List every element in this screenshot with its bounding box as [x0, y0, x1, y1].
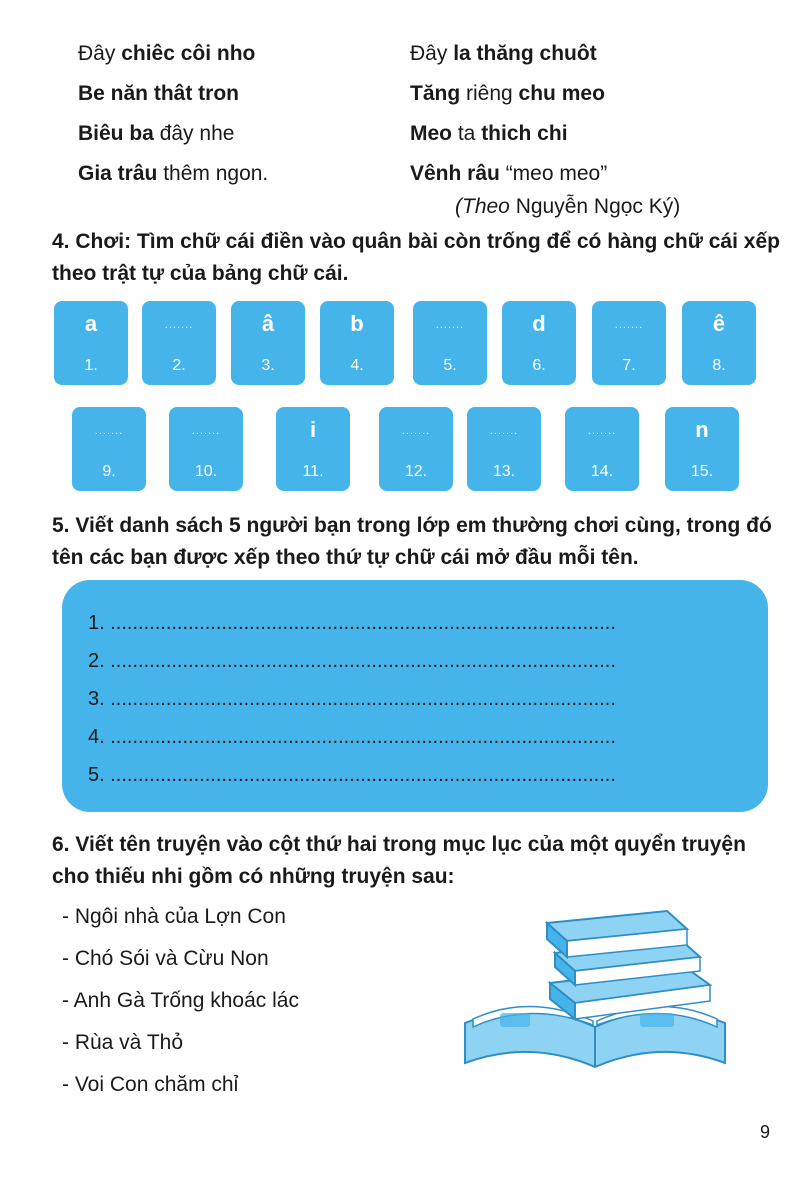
card-blank: .......: [587, 425, 617, 437]
card-number: 14.: [590, 463, 614, 480]
story-item: - Rùa và Thỏ: [62, 1031, 184, 1054]
poem-segment: Meo: [410, 122, 452, 145]
poem-segment: ta: [452, 122, 482, 145]
card-number: 6.: [532, 357, 546, 374]
poem-segment: riêng: [460, 82, 519, 105]
poem-segment: Đây: [78, 42, 122, 65]
friend-list-line: [88, 650, 722, 673]
poem-segment: la thăng chuôt: [453, 42, 597, 65]
alphabet-card: [54, 301, 128, 385]
attribution-source-label: (Theo: [455, 195, 510, 218]
card-number: 13.: [492, 463, 516, 480]
card-blank: .......: [489, 425, 519, 437]
poem-segment: đây nhe: [153, 122, 235, 145]
card-blank: .......: [401, 425, 431, 437]
alphabet-card: [682, 301, 756, 385]
list-line-number: 5.: [88, 764, 105, 786]
list-line-number: 2.: [88, 650, 105, 672]
card-number: 1.: [84, 357, 98, 374]
story-item: - Chó Sói và Cừu Non: [62, 947, 269, 970]
card-blank: .......: [94, 425, 124, 437]
alphabet-card: [665, 407, 739, 491]
alphabet-card: [565, 407, 639, 491]
list-line-number: 1.: [88, 612, 105, 634]
poem-attribution: [455, 195, 680, 219]
poem-line: [78, 114, 268, 154]
friends-list-box: [62, 580, 768, 812]
alphabet-card: [72, 407, 146, 491]
card-blank: .......: [191, 425, 221, 437]
poem-line: [410, 154, 607, 194]
poem-line: [78, 154, 268, 194]
card-letter: a: [84, 311, 98, 336]
poem-segment: chu meo: [518, 82, 605, 105]
poem-segment: “meo meo”: [499, 162, 608, 185]
alphabet-card: [276, 407, 350, 491]
list-line-dots: ...........................................................................................: [110, 764, 616, 786]
card-blank: .......: [614, 319, 644, 331]
list-line-dots: ...........................................................................................: [110, 688, 616, 710]
page-number: 9: [760, 1122, 771, 1142]
card-number: 8.: [712, 357, 726, 374]
alphabet-card: [320, 301, 394, 385]
card-number: 15.: [690, 463, 714, 480]
card-number: 4.: [350, 357, 364, 374]
friend-list-line: [88, 688, 722, 711]
books-icon: [455, 905, 735, 1080]
story-item: - Ngôi nhà của Lợn Con: [62, 905, 286, 928]
card-number: 7.: [622, 357, 636, 374]
poem-left-column: [78, 34, 268, 194]
poem-segment: Đây: [410, 42, 454, 65]
poem-line: [410, 74, 607, 114]
alphabet-card: [592, 301, 666, 385]
poem-segment: thich chi: [481, 122, 568, 145]
question-6-title: 6. Viết tên truyện vào cột thứ hai trong mục lục của một quyển truyện cho thiếu nhi gồm có những truyện sau:: [52, 833, 746, 888]
alphabet-card: [502, 301, 576, 385]
card-letter: ê: [712, 311, 726, 336]
card-number: 12.: [404, 463, 428, 480]
card-blank: .......: [164, 319, 194, 331]
alphabet-card: [413, 301, 487, 385]
card-letter: b: [350, 311, 364, 336]
card-number: 5.: [443, 357, 457, 374]
card-number: 2.: [172, 357, 186, 374]
list-line-number: 3.: [88, 688, 105, 710]
list-line-dots: ...........................................................................................: [110, 650, 616, 672]
list-line-number: 4.: [88, 726, 105, 748]
card-letter: d: [532, 311, 546, 336]
story-item: - Anh Gà Trống khoác lác: [62, 989, 299, 1012]
poem-right-column: [410, 34, 607, 194]
card-number: 11.: [302, 463, 324, 480]
poem-segment: chiêc côi nho: [121, 42, 256, 65]
alphabet-card: [169, 407, 243, 491]
poem-segment: Vênh râu: [410, 162, 500, 185]
card-number: 9.: [102, 463, 116, 480]
question-4-title: 4. Chơi: Tìm chữ cái điền vào quân bài còn trống để có hàng chữ cái xếp theo trật tự của bảng chữ cái.: [52, 230, 780, 285]
poem-line: [78, 34, 268, 74]
card-blank: .......: [435, 319, 465, 331]
alphabet-card: [379, 407, 453, 491]
alphabet-card: [231, 301, 305, 385]
card-number: 10.: [194, 463, 218, 480]
alphabet-card: [467, 407, 541, 491]
poem-line: [78, 74, 268, 114]
poem-segment: Biêu ba: [78, 122, 154, 145]
friend-list-line: [88, 764, 722, 787]
attribution-author: Nguyễn Ngọc Ký): [509, 195, 681, 218]
card-letter: n: [695, 417, 709, 442]
card-number: 3.: [261, 357, 275, 374]
list-line-dots: ...........................................................................................: [110, 612, 616, 634]
friend-list-line: [88, 612, 722, 635]
card-letter: i: [309, 417, 317, 442]
question-5-title: 5. Viết danh sách 5 người bạn trong lớp em thường chơi cùng, trong đó tên các bạn được xếp theo thứ tự chữ cái mở đầu mỗi tên.: [52, 514, 772, 569]
poem-line: [410, 34, 607, 74]
poem-segment: Gia trâu: [78, 162, 158, 185]
alphabet-card: [142, 301, 216, 385]
poem-segment: thêm ngon.: [157, 162, 269, 185]
card-letter: â: [261, 311, 275, 336]
poem-segment: Be năn thât tron: [78, 82, 239, 105]
story-item: - Voi Con chăm chỉ: [62, 1073, 239, 1096]
friend-list-line: [88, 726, 722, 749]
list-line-dots: ...........................................................................................: [110, 726, 616, 748]
story-list: [62, 896, 299, 1106]
poem-line: [410, 114, 607, 154]
poem-segment: Tăng: [410, 82, 461, 105]
